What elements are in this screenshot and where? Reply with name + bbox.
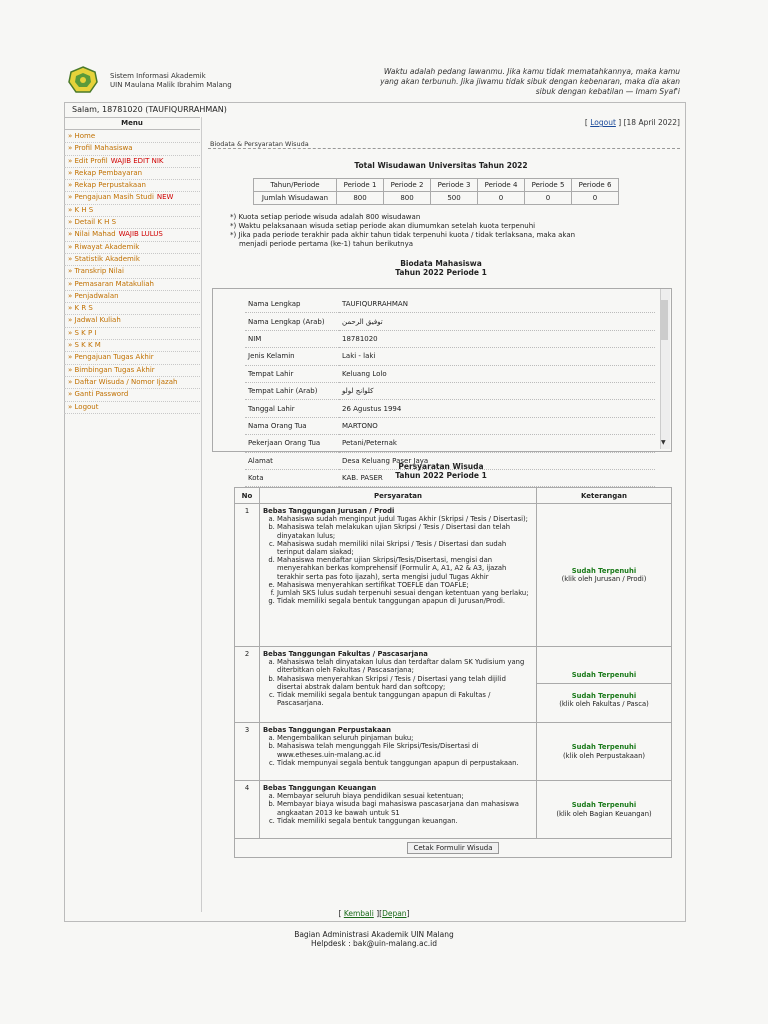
current-date: [18 April 2022]	[623, 118, 680, 127]
menu-item-label: » Riwayat Akademik	[68, 242, 140, 251]
field-label: Nama Orang Tua	[245, 417, 339, 434]
field-value: KAB. PASER	[339, 469, 655, 486]
menu-item-skkm[interactable]	[64, 340, 200, 352]
menu-item-label: » Profil Mahasiswa	[68, 144, 133, 153]
menu-item-krs[interactable]	[64, 303, 200, 315]
header-quote	[370, 67, 680, 97]
table-header: Periode 2	[384, 179, 431, 192]
menu-item-label: » K R S	[68, 304, 93, 313]
table-header: Tahun/Periode	[254, 179, 337, 192]
list-item: a. Mahasiswa telah dinyatakan lulus dan terdaftar dalam SK Yudisium yang diterbitkan oleh Fakultas / Pascasarjana;	[277, 658, 533, 674]
status-note: (klik oleh Fakultas / Pasca)	[559, 700, 649, 709]
menu-item-daftar-wisuda[interactable]	[64, 377, 200, 389]
requirement-cell	[260, 723, 537, 781]
table-cell: Jumlah Wisudawan	[254, 192, 337, 205]
column-divider	[201, 117, 202, 912]
menu-item-label: » Ganti Password	[68, 390, 129, 399]
menu-item-logout[interactable]	[64, 402, 200, 414]
button-cell	[235, 839, 672, 858]
menu-item-edit-profil[interactable]	[64, 156, 200, 168]
field-value: توفيق الرحمن	[339, 313, 655, 330]
menu-item-transkrip-nilai[interactable]	[64, 266, 200, 278]
greeting: Salam, 18781020 (TAUFIQURRAHMAN)	[72, 105, 227, 114]
menu-item-tag: WAJIB EDIT NIK	[110, 156, 164, 165]
field-label: NIM	[245, 330, 339, 347]
print-form-button[interactable]: Cetak Formulir Wisuda	[407, 842, 498, 854]
menu-item-detail-khs[interactable]	[64, 217, 200, 229]
system-name: Sistem Informasi Akademik	[110, 72, 206, 80]
requirement-list	[263, 734, 533, 767]
menu-item-label: » Rekap Pembayaran	[68, 168, 143, 177]
menu-item-statistik-akademik[interactable]	[64, 254, 200, 266]
row-number: 1	[235, 504, 260, 647]
table-header: Keterangan	[537, 488, 672, 504]
table-row	[235, 647, 672, 723]
menu-header: Menu	[64, 117, 200, 130]
table-cell: 0	[478, 192, 525, 205]
requirement-title: Bebas Tanggungan Keuangan	[263, 784, 377, 792]
note-line: menjadi periode pertama (ke-1) tahun berikutnya	[239, 240, 414, 248]
menu-item-label: » Logout	[68, 402, 99, 411]
menu-item-label: » Pengajuan Masih Studi	[68, 193, 154, 202]
requirement-title: Bebas Tanggungan Perpustakaan	[263, 726, 391, 734]
field-value: 18781020	[339, 330, 655, 347]
list-item: d. Mahasiswa mendaftar ujian Skripsi/Tesis/Disertasi, mengisi dan menyerahkan berkas komprehensif (Formulir A, A1, A2 & A3, ijazah terakhir serta pas foto ijazah), serta mengisi judul Tugas Akhir	[277, 556, 533, 581]
quote-line: yang akan terbunuh. Jika jiwamu tidak sibuk dengan kebenaran, maka dia akan	[380, 77, 680, 86]
header-title-block	[110, 72, 232, 90]
menu-item-nilai-mahad[interactable]	[64, 229, 200, 241]
menu-item-label: » Home	[68, 132, 96, 140]
field-value: Keluang Lolo	[339, 365, 655, 382]
wisuda-total-title: Total Wisudawan Universitas Tahun 2022	[354, 161, 528, 170]
row-number: 2	[235, 647, 260, 723]
row-number: 4	[235, 781, 260, 839]
menu-item-label: » Penjadwalan	[68, 291, 119, 300]
quote-line: Waktu adalah pedang lawanmu. Jika kamu tidak mematahkannya, maka kamu	[383, 67, 680, 76]
list-item: b. Mahasiswa telah mengunggah File Skripsi/Tesis/Disertasi di www.etheses.uin-malang.ac.id	[277, 742, 533, 758]
status-cell	[537, 781, 672, 839]
menu-item-label: » Detail K H S	[68, 218, 117, 227]
menu-item-label: » S K K M	[68, 341, 101, 350]
menu-item-label: » Edit Profil	[68, 156, 108, 165]
field-label: Tanggal Lahir	[245, 400, 339, 417]
field-label: Jenis Kelamin	[245, 348, 339, 365]
persyaratan-title-line: Persyaratan Wisuda	[398, 462, 484, 471]
biodata-title-line: Biodata Mahasiswa	[400, 259, 482, 268]
persyaratan-table	[234, 487, 672, 858]
requirement-cell	[260, 504, 537, 647]
quote-line: sibuk dengan kebatilan — Imam Syaf'i	[535, 87, 680, 96]
back-link[interactable]: Kembali	[343, 909, 374, 918]
menu-item-label: » Daftar Wisuda / Nomor Ijazah	[68, 377, 178, 386]
table-row	[245, 330, 655, 347]
table-header: Periode 1	[337, 179, 384, 192]
status-note: (klik oleh Jurusan / Prodi)	[561, 575, 647, 583]
table-row	[235, 839, 672, 858]
status-block	[537, 684, 671, 714]
field-value: MARTONO	[339, 417, 655, 434]
biodata-subtitle-line: Tahun 2022 Periode 1	[395, 268, 487, 277]
field-label: Alamat	[245, 452, 339, 469]
scrollbar-thumb[interactable]	[661, 300, 668, 340]
biodata-title	[212, 259, 670, 277]
table-header: Periode 5	[525, 179, 572, 192]
status-badge: Sudah Terpenuhi	[571, 801, 637, 810]
table-row	[245, 313, 655, 330]
menu-item-tag: NEW	[156, 193, 174, 202]
requirement-title: Bebas Tanggungan Fakultas / Pascasarjana	[263, 650, 428, 658]
status-cell	[537, 647, 672, 723]
footer-helpdesk: Helpdesk : bak@uin-malang.ac.id	[311, 939, 437, 948]
list-item: c. Mahasiswa sudah memiliki nilai Skripsi / Tesis / Disertasi dan sudah terinput dalam siakad;	[277, 540, 533, 556]
field-label: Nama Lengkap	[245, 296, 339, 313]
table-cell: 0	[572, 192, 619, 205]
status-note: (klik oleh Perpustakaan)	[562, 751, 646, 760]
requirement-list	[263, 792, 533, 825]
menu-item-ganti-password[interactable]	[64, 389, 200, 401]
divider	[208, 148, 680, 149]
top-bar: [ Logout ] [18 April 2022]	[584, 118, 680, 127]
menu-item-pemasaran-matakuliah[interactable]	[64, 279, 200, 291]
note-line: *) Jika pada periode terakhir pada akhir tahun tidak terpenuhi kuota / tidak terlaksana, maka akan	[230, 231, 576, 239]
status-badge: Sudah Terpenuhi	[571, 670, 637, 679]
table-row	[245, 400, 655, 417]
list-item: a. Mengembalikan seluruh pinjaman buku;	[277, 734, 533, 742]
menu-item-profil[interactable]	[64, 143, 200, 155]
table-row	[245, 348, 655, 365]
table-header: Periode 3	[431, 179, 478, 192]
list-item: f. Jumlah SKS lulus sudah terpenuhi sesuai dengan ketentuan yang berlaku;	[277, 589, 533, 597]
requirement-list	[263, 515, 533, 605]
table-row	[245, 417, 655, 434]
table-row	[235, 781, 672, 839]
list-item: a. Mahasiswa sudah menginput judul Tugas Akhir (Skripsi / Tesis / Disertasi);	[277, 515, 533, 523]
table-cell: 800	[337, 192, 384, 205]
field-label: Pekerjaan Orang Tua	[245, 435, 339, 452]
table-row	[235, 723, 672, 781]
menu-item-label: » Rekap Perpustakaan	[68, 181, 146, 190]
field-label: Tempat Lahir (Arab)	[245, 382, 339, 399]
menu-item-skpi[interactable]	[64, 328, 200, 340]
list-item: g. Tidak memiliki segala bentuk tanggungan apapun di Jurusan/Prodi.	[277, 597, 533, 605]
table-header: No	[235, 488, 260, 504]
list-item: e. Mahasiswa menyerahkan sertifikat TOEFLE dan TOAFLE;	[277, 581, 533, 589]
university-logo	[68, 66, 98, 94]
field-value: 26 Agustus 1994	[339, 400, 655, 417]
persyaratan-title	[212, 462, 670, 480]
table-header: Persyaratan	[260, 488, 537, 504]
table-cell: 0	[525, 192, 572, 205]
requirement-cell	[260, 647, 537, 723]
requirement-title: Bebas Tanggungan Jurusan / Prodi	[263, 507, 395, 515]
menu-item-home[interactable]	[64, 131, 200, 143]
table-header: Periode 6	[572, 179, 619, 192]
menu-item-bimbingan-tugas-akhir[interactable]	[64, 365, 200, 377]
status-badge: Sudah Terpenuhi	[571, 566, 637, 575]
breadcrumb: Biodata & Persyaratan Wisuda	[210, 140, 309, 148]
row-number: 3	[235, 723, 260, 781]
note-line: *) Kuota setiap periode wisuda adalah 800 wisudawan	[230, 213, 421, 221]
sidebar-menu	[64, 131, 200, 414]
list-item: c. Tidak memiliki segala bentuk tanggungan apapun di Fakultas / Pascasarjana.	[277, 691, 533, 707]
footer-links: [ Kembali ][Depan]	[338, 909, 410, 918]
status-cell	[537, 723, 672, 781]
wisuda-total-table	[253, 178, 619, 205]
list-item: b. Mahasiswa telah melakukan ujian Skripsi / Tesis / Disertasi dan telah dinyatakan lulus;	[277, 523, 533, 539]
table-header: Periode 4	[478, 179, 525, 192]
field-value: TAUFIQURRAHMAN	[339, 296, 655, 313]
menu-item-label: » Statistik Akademik	[68, 254, 140, 263]
field-value: Desa Keluang Paser Jaya	[339, 452, 655, 469]
menu-item-riwayat-akademik[interactable]	[64, 242, 200, 254]
status-block	[537, 655, 671, 684]
menu-item-rekap-pembayaran[interactable]	[64, 168, 200, 180]
list-item: c. Tidak memiliki segala bentuk tanggungan keuangan.	[277, 817, 533, 825]
menu-item-jadwal-kuliah[interactable]	[64, 315, 200, 327]
requirement-list	[263, 658, 533, 707]
menu-item-label: » Transkrip Nilai	[68, 267, 124, 276]
status-badge: Sudah Terpenuhi	[571, 691, 637, 700]
menu-item-rekap-perpustakaan[interactable]	[64, 180, 200, 192]
menu-item-penjadwalan[interactable]	[64, 291, 200, 303]
table-cell: 500	[431, 192, 478, 205]
table-row	[235, 504, 672, 647]
field-value: Petani/Peternak	[339, 435, 655, 452]
menu-item-label: » K H S	[68, 205, 94, 214]
menu-item-label: » Bimbingan Tugas Akhir	[68, 365, 155, 374]
table-row	[245, 435, 655, 452]
field-value: Laki - laki	[339, 348, 655, 365]
requirement-cell	[260, 781, 537, 839]
table-row	[245, 365, 655, 382]
table-row	[245, 382, 655, 399]
menu-item-label: » Nilai Mahad	[68, 230, 116, 239]
scroll-down-icon[interactable]: ▼	[661, 439, 666, 446]
quota-notes	[230, 213, 680, 249]
list-item: b. Membayar biaya wisuda bagi mahasiswa pascasarjana dan mahasiswa angkaatan 2013 ke bawah untuk S1	[277, 800, 533, 816]
menu-item-label: » S K P I	[68, 328, 97, 337]
footer	[64, 930, 684, 948]
menu-item-label: » Pengajuan Tugas Akhir	[68, 353, 154, 362]
list-item: c. Tidak mempunyai segala bentuk tanggungan apapun di perpustakaan.	[277, 759, 533, 767]
list-item: b. Mahasiswa menyerahkan Skripsi / Tesis / Disertasi yang telah dijilid disertai abstrak dalam bentuk hard dan softcopy;	[277, 675, 533, 691]
biodata-table	[245, 296, 655, 487]
home-link[interactable]: Depan	[382, 909, 407, 918]
menu-item-label: » Jadwal Kuliah	[68, 316, 121, 325]
status-note: (klik oleh Bagian Keuangan)	[556, 809, 652, 818]
menu-item-tag: WAJIB LULUS	[118, 230, 163, 239]
list-item: a. Membayar seluruh biaya pendidikan sesuai ketentuan;	[277, 792, 533, 800]
note-line: *) Waktu pelaksanaan wisuda setiap periode akan diumumkan setelah kuota terpenuhi	[230, 222, 536, 230]
footer-office: Bagian Administrasi Akademik UIN Malang	[294, 930, 454, 939]
menu-item-label: » Pemasaran Matakuliah	[68, 279, 154, 288]
menu-item-pengajuan-masih-studi[interactable]	[64, 192, 200, 204]
persyaratan-subtitle-line: Tahun 2022 Periode 1	[395, 471, 487, 480]
table-row	[245, 296, 655, 313]
status-cell	[537, 504, 672, 647]
field-value: كلوانج لولو	[339, 382, 655, 399]
field-label: Tempat Lahir	[245, 365, 339, 382]
field-label: Nama Lengkap (Arab)	[245, 313, 339, 330]
status-badge: Sudah Terpenuhi	[571, 743, 637, 752]
field-label: Kota	[245, 469, 339, 486]
menu-item-pengajuan-tugas-akhir[interactable]	[64, 352, 200, 364]
university-name: UIN Maulana Malik Ibrahim Malang	[110, 81, 232, 89]
menu-item-khs[interactable]	[64, 205, 200, 217]
logout-link[interactable]: Logout	[590, 118, 616, 127]
table-cell: 800	[384, 192, 431, 205]
